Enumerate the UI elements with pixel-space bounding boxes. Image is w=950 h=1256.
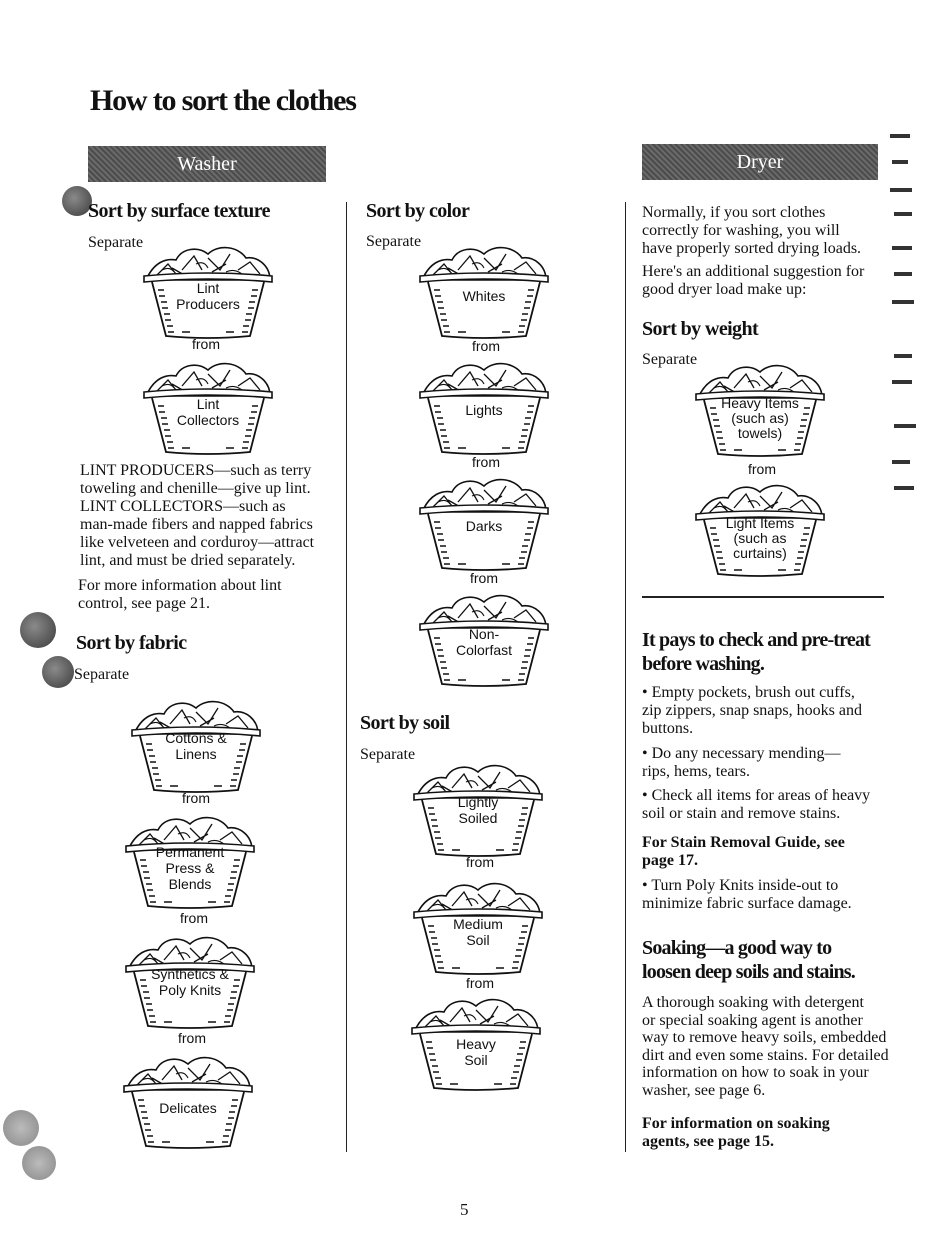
basket-label-line: towels): [737, 425, 783, 441]
from-label: from: [472, 454, 500, 470]
basket-synthetics: [124, 930, 256, 1030]
dryer-banner: Dryer: [642, 144, 878, 180]
from-label: from: [178, 1030, 206, 1046]
basket-label-line: Darks: [465, 518, 503, 534]
heading-pretreat: [642, 628, 870, 676]
basket-label-line: Soiled: [458, 810, 498, 826]
heading-fabric: Sort by fabric: [76, 632, 187, 654]
edge-mark: [894, 212, 912, 216]
basket-label-line: curtains): [733, 545, 787, 561]
basket-label-line: Medium: [453, 916, 503, 932]
edge-mark: [892, 380, 912, 384]
text-line: information on how to soak in your: [642, 1064, 869, 1081]
basket-label-line: (such as): [731, 410, 789, 426]
text-line: minimize fabric surface damage.: [642, 895, 852, 912]
heading-line: before washing.: [642, 653, 765, 675]
text-line: correctly for washing, you will: [642, 222, 840, 239]
text-line: agents, see page 15.: [642, 1133, 774, 1150]
from-label: from: [180, 910, 208, 926]
basket-heavy-items: [694, 358, 826, 458]
text-line: control, see page 21.: [78, 595, 210, 612]
text-line: washer, see page 6.: [642, 1081, 766, 1099]
separate-label: Separate: [74, 666, 130, 683]
text-line: soil or stain and remove stains.: [642, 805, 841, 822]
text-line: • Turn Poly Knits inside-out to: [642, 877, 839, 894]
bullet-poly-knits: [642, 877, 892, 913]
text-line: rips, hems, tears.: [642, 763, 750, 780]
from-label: from: [470, 570, 498, 586]
punch-hole-dot: [20, 612, 56, 648]
separate-label: Separate: [88, 234, 144, 251]
soaking-paragraph: [642, 994, 897, 1099]
text-line: have properly sorted drying loads.: [642, 240, 862, 257]
basket-label-line: Heavy: [456, 1036, 496, 1052]
basket-label-line: Synthetics &: [151, 966, 229, 982]
heading-line: Soaking—a good way to: [642, 937, 832, 959]
basket-lights: [418, 356, 550, 456]
basket-label-line: Soil: [466, 932, 490, 948]
from-label: from: [748, 461, 776, 477]
text-line: toweling and chenille—give up lint.: [80, 480, 311, 497]
basket-label-line: Non-: [468, 626, 500, 642]
basket-cottons-linens: [130, 694, 262, 794]
text-line: or special soaking agent is another: [642, 1011, 863, 1029]
text-line: • Do any necessary mending—: [642, 745, 841, 762]
basket-label-line: Soil: [464, 1052, 488, 1068]
lint-paragraph: [80, 462, 342, 570]
from-label: from: [192, 336, 220, 352]
column-divider: [625, 202, 626, 1152]
edge-mark: [894, 424, 916, 428]
basket-label-line: Heavy Items: [721, 395, 799, 411]
text-line: For information on soaking: [642, 1115, 830, 1132]
basket-label-line: Permanent: [155, 844, 225, 860]
basket-label-line: Lightly: [457, 794, 499, 810]
edge-mark: [892, 300, 914, 304]
bullet-pockets: [642, 684, 892, 738]
text-line: For Stain Removal Guide, see: [642, 834, 845, 851]
text-line: LINT COLLECTORS—such as: [80, 498, 286, 515]
text-line: Here's an additional suggestion for: [642, 263, 865, 280]
basket-label-line: (such as: [733, 530, 787, 546]
basket-label-line: Lights: [465, 402, 503, 418]
basket-label-line: Press &: [165, 860, 215, 876]
basket-lightly-soiled: [412, 758, 544, 858]
edge-mark: [894, 486, 914, 490]
text-line: good dryer load make up:: [642, 281, 807, 298]
text-line: buttons.: [642, 720, 694, 737]
text-line: lint, and must be dried separately.: [80, 552, 296, 569]
text-line: zip zippers, snap snaps, hooks and: [642, 702, 862, 719]
text-line: For more information about lint: [78, 577, 282, 594]
heading-soaking: [642, 936, 855, 984]
page-number: 5: [460, 1200, 469, 1219]
edge-mark: [890, 188, 912, 192]
edge-mark: [890, 134, 910, 138]
heading-color: Sort by color: [366, 200, 470, 222]
edge-mark: [894, 272, 912, 276]
basket-label-line: Lint: [196, 280, 220, 296]
column-divider: [346, 202, 347, 1152]
soaking-agents-reference: [642, 1115, 892, 1151]
punch-hole-dot: [3, 1110, 39, 1146]
page-title: How to sort the clothes: [90, 84, 356, 117]
section-divider: [642, 596, 884, 598]
basket-heavy-soil: [410, 992, 542, 1092]
edge-mark: [892, 460, 910, 464]
basket-delicates: [122, 1050, 254, 1150]
text-line: page 17.: [642, 852, 698, 869]
basket-medium-soil: [412, 876, 544, 976]
washer-banner: Washer: [88, 146, 326, 182]
dryer-suggestion: [642, 263, 887, 299]
bullet-check-stains: [642, 787, 892, 823]
from-label: from: [472, 338, 500, 354]
separate-label: Separate: [366, 233, 422, 250]
basket-whites: [418, 240, 550, 340]
basket-label-line: Lint: [196, 396, 220, 412]
edge-mark: [894, 354, 912, 358]
stain-guide-reference: [642, 834, 892, 870]
basket-lint-collectors: [142, 356, 274, 456]
edge-mark: [892, 246, 912, 250]
punch-hole-dot: [42, 656, 74, 688]
text-line: like velveteen and corduroy—attract: [80, 534, 315, 551]
basket-label-line: Linens: [175, 746, 217, 762]
text-line: LINT PRODUCERS—such as terry: [80, 462, 312, 479]
text-line: A thorough soaking with detergent: [642, 994, 864, 1011]
from-label: from: [466, 975, 494, 991]
from-label: from: [182, 790, 210, 806]
basket-label-line: Blends: [168, 876, 212, 892]
heading-line: It pays to check and pre-treat: [642, 629, 871, 651]
separate-label: Separate: [642, 351, 698, 368]
basket-label-line: Producers: [176, 296, 240, 312]
basket-permanent-press: [124, 810, 256, 910]
heading-surface-texture: Sort by surface texture: [88, 200, 270, 222]
basket-label-line: Colorfast: [455, 642, 513, 658]
basket-label-line: Poly Knits: [158, 982, 222, 998]
text-line: Normally, if you sort clothes: [642, 204, 826, 221]
basket-non-colorfast: [418, 588, 550, 688]
text-line: way to remove heavy soils, embedded: [642, 1029, 887, 1046]
basket-label-line: Whites: [462, 288, 506, 304]
bullet-mending: [642, 745, 892, 781]
basket-label-line: Light Items: [725, 515, 795, 531]
edge-mark: [892, 160, 908, 164]
basket-darks: [418, 472, 550, 572]
heading-weight: Sort by weight: [642, 318, 759, 340]
basket-label-line: Cottons &: [165, 730, 227, 746]
text-line: man-made fibers and napped fabrics: [80, 516, 313, 533]
basket-label-line: Collectors: [176, 412, 240, 428]
punch-hole-dot: [22, 1146, 56, 1180]
separate-label: Separate: [360, 746, 416, 763]
basket-lint-producers: [142, 240, 274, 340]
lint-reference: [78, 577, 340, 613]
text-line: • Check all items for areas of heavy: [642, 787, 871, 804]
basket-light-items: [694, 478, 826, 578]
dryer-intro: [642, 204, 887, 258]
basket-label-line: Delicates: [159, 1100, 217, 1116]
from-label: from: [466, 854, 494, 870]
heading-soil: Sort by soil: [360, 712, 450, 734]
heading-line: loosen deep soils and stains.: [642, 961, 855, 983]
text-line: dirt and even some stains. For detailed: [642, 1046, 889, 1064]
text-line: • Empty pockets, brush out cuffs,: [642, 684, 855, 701]
